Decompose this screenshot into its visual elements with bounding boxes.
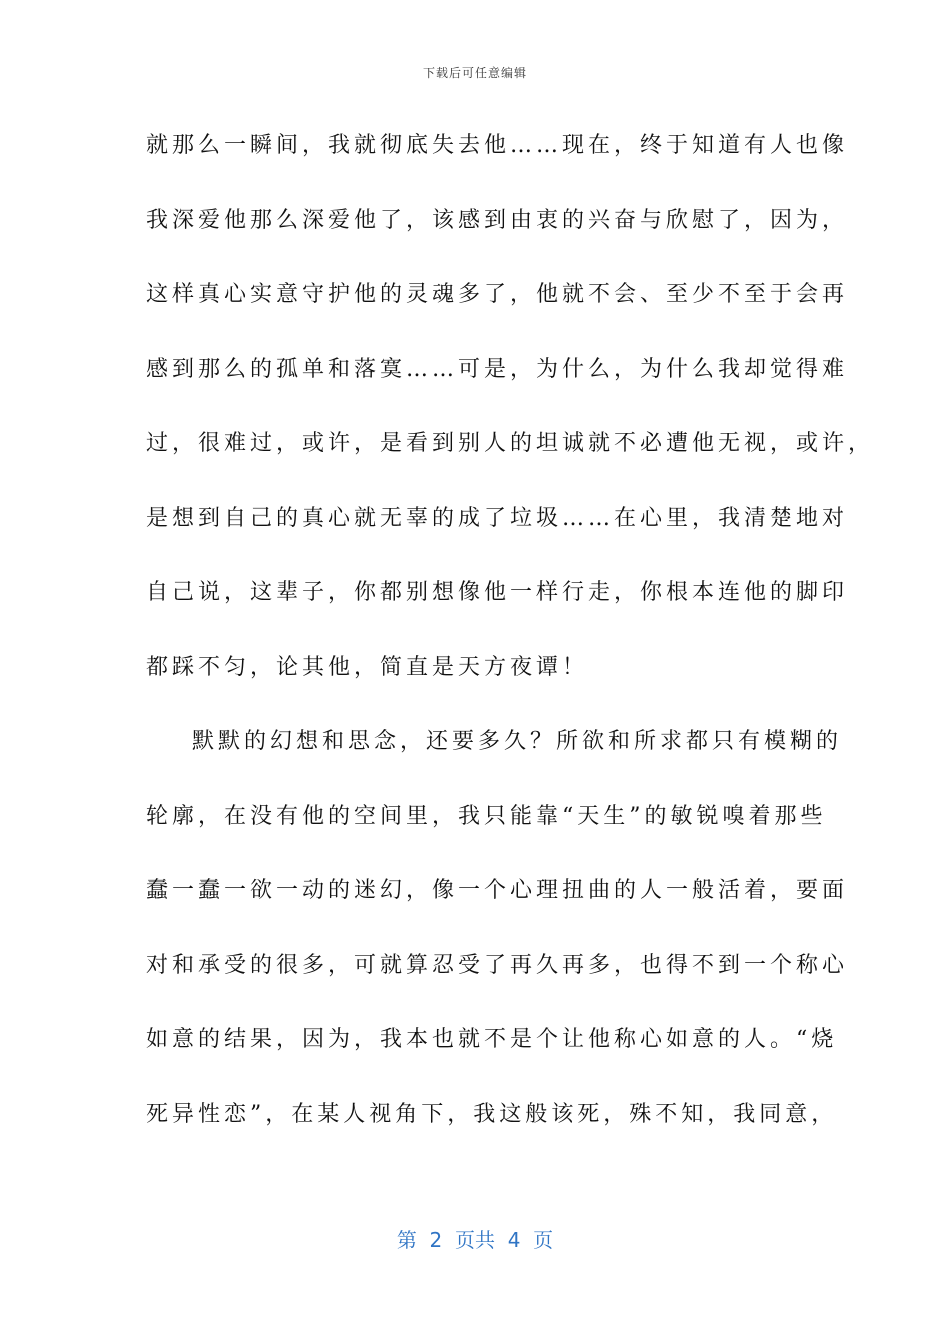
document-body [146, 122, 875, 1165]
text-line: 都踩不匀，论其他，简直是天方夜谭！ [146, 654, 589, 680]
text-line: 就那么一瞬间，我就彻底失去他……现在，终于知道有人也像 [146, 133, 849, 158]
text-line: 死异性恋”，在某人视角下，我这般该死，殊不知，我同意， [146, 1101, 838, 1127]
text-line: 是想到自己的真心就无辜的成了垃圾……在心里，我清楚地对 [146, 505, 849, 531]
text-line: 蠢一蠢一欲一动的迷幻，像一个心理扭曲的人一般活着，要面 [146, 878, 849, 903]
text-line: 自己说，这辈子，你都别想像他一样行走，你根本连他的脚印 [146, 580, 849, 605]
text-line: 感到那么的孤单和落寞……可是，为什么，为什么我却觉得难 [146, 356, 849, 382]
text-line: 这样真心实意守护他的灵魂多了，他就不会、至少不至于会再 [146, 282, 849, 307]
paragraph-start-line: 默默的幻想和思念，还要多久？所欲和所求都只有模糊的 [192, 729, 843, 754]
text-line: 如意的结果，因为，我本也就不是个让他称心如意的人。“烧 [146, 1027, 838, 1052]
text-line: 过，很难过，或许，是看到别人的坦诚就不必遭他无视，或许， [146, 431, 875, 456]
text-line: 轮廓，在没有他的空间里，我只能靠“天生”的敏锐嗅着那些 [146, 803, 827, 829]
page-header-note: 下载后可任意编辑 [422, 66, 527, 80]
text-line: 我深爱他那么深爱他了，该感到由衷的兴奋与欣慰了，因为， [146, 207, 849, 233]
text-line: 对和承受的很多，可就算忍受了再久再多，也得不到一个称心 [146, 952, 849, 978]
page-number-footer: 第 2 页共 4 页 [396, 1228, 554, 1252]
